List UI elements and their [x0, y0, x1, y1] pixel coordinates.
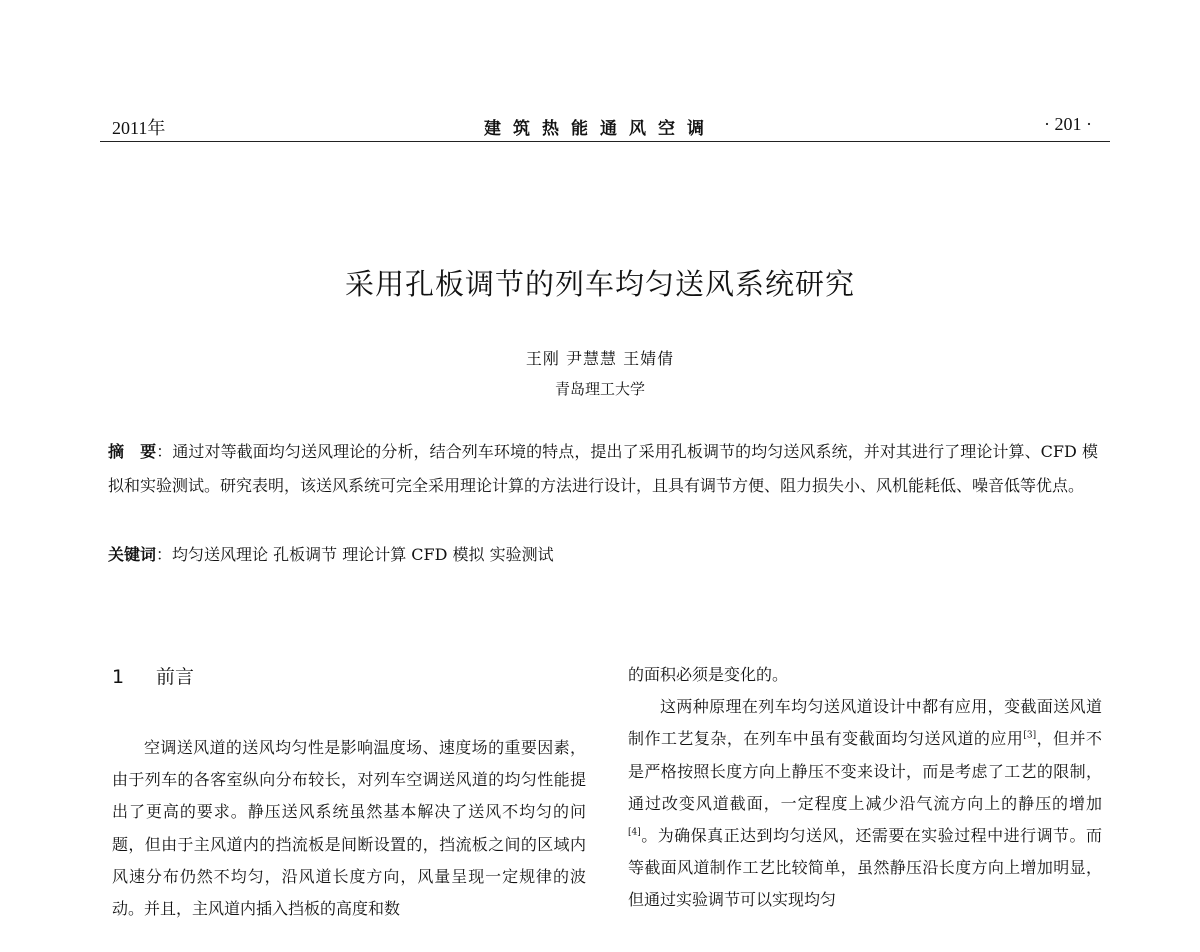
right-paragraph [628, 691, 1102, 916]
header-page-number: · 201 · [1044, 114, 1092, 134]
section-heading-intro [112, 662, 194, 689]
keywords-text: ：均匀送风理论 孔板调节 理论计算 CFD 模拟 实验测试 [156, 545, 554, 564]
affiliation: 青岛理工大学 [554, 380, 645, 398]
section-title: 前言 [156, 666, 195, 688]
header-year: 2011年 [112, 118, 166, 138]
right-paragraph-part-b: ，但并不是严格按照长度方向上静压不变来设计，而是考虑了工艺的限制，通过改变风道截面，一定程度上减少沿气流方向上的静压的增加 [628, 729, 1102, 813]
authors: 王刚 尹慧慧 王婧倩 [525, 349, 675, 368]
left-paragraph: 空调送风道的送风均匀性是影响温度场、速度场的重要因素，由于列车的各客室纵向分布较长，对列车空调送风道的均匀性能提出了更高的要求。静压送风系统虽然基本解决了送风不均匀的问题，但由于主风道内的挡流板是间断设置的，挡流板之间的区域内风速分布仍然不均匀，沿风道长度方向，风量呈现一定规律的波动。并且，主风道内插入挡板的高度和数 [112, 738, 586, 919]
right-continuation-line: 的面积必须是变化的。 [628, 665, 789, 684]
section-number: 1 [112, 666, 125, 688]
citation-ref: [3] [1023, 731, 1037, 742]
abstract-label: 摘 要 [108, 442, 157, 461]
left-column [112, 732, 586, 925]
keywords-label: 关键词 [108, 545, 157, 564]
right-paragraph-part-a: 这两种原理在列车均匀送风道设计中都有应用，变截面送风道制作工艺复杂，在列车中虽有变截面均匀送风道的应用 [628, 697, 1102, 749]
right-paragraph-part-c: 。为确保真正达到均匀送风，还需要在实验过程中进行调节。而等截面风道制作工艺比较简单，虽然静压沿长度方向上增加明显，但通过实验调节可以实现均匀 [628, 826, 1102, 910]
right-column [628, 659, 1102, 917]
header-journal-name: 建筑热能通风空调 [484, 119, 716, 139]
abstract-text: ：通过对等截面均匀送风理论的分析，结合列车环境的特点，提出了采用孔板调节的均匀送风系统，并对其进行了理论计算、CFD 模拟和实验测试。研究表明，该送风系统可完全采用理论计算的方法进行设计，且具有调节方便、阻力损失小、风机能耗低、噪音低等优点。 [108, 442, 1098, 495]
abstract [108, 435, 1098, 503]
citation-ref: [4] [628, 827, 641, 838]
paper-title: 采用孔板调节的列车均匀送风系统研究 [344, 267, 855, 301]
keywords [108, 538, 1098, 572]
header-rule [100, 141, 1110, 142]
